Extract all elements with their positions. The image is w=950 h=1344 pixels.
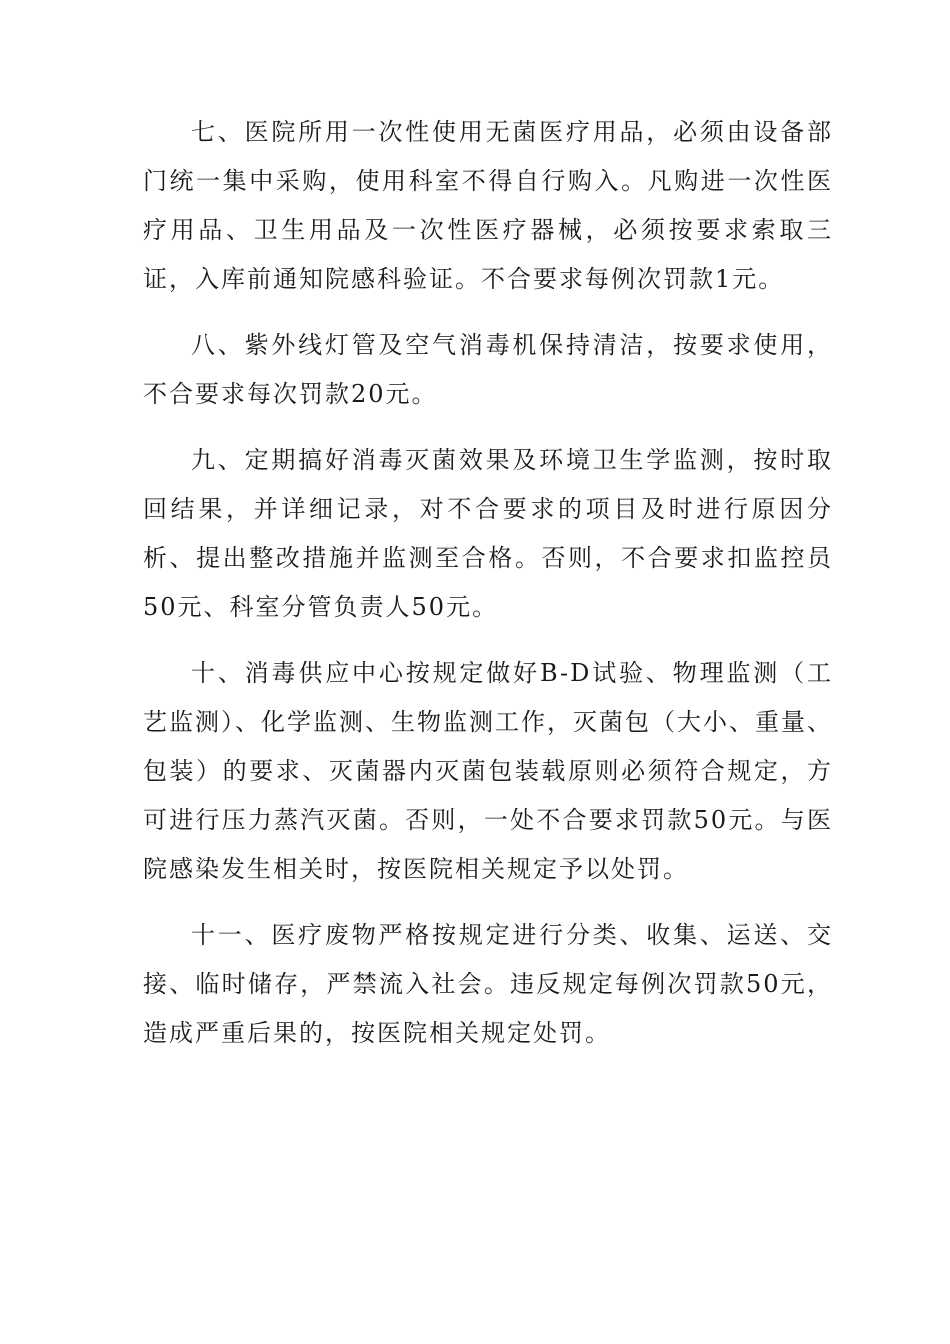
document-body: [143, 108, 833, 1075]
paragraph-item-10: 十、消毒供应中心按规定做好B-D试验、物理监测（工艺监测）、化学监测、生物监测工作，灭菌包（大小、重量、包装）的要求、灭菌器内灭菌包装载原则必须符合规定，方可进行压力蒸汽灭菌。否则，一处不合要求罚款50元。与医院感染发生相关时，按医院相关规定予以处罚。: [143, 659, 833, 883]
paragraph-item-9: 九、定期搞好消毒灭菌效果及环境卫生学监测，按时取回结果，并详细记录，对不合要求的项目及时进行原因分析、提出整改措施并监测至合格。否则，不合要求扣监控员50元、科室分管负责人50元。: [143, 446, 833, 621]
paragraph-item-8: 八、紫外线灯管及空气消毒机保持清洁，按要求使用，不合要求每次罚款20元。: [143, 331, 833, 408]
paragraph-item-11: 十一、医疗废物严格按规定进行分类、收集、运送、交接、临时储存，严禁流入社会。违反规定每例次罚款50元，造成严重后果的，按医院相关规定处罚。: [143, 921, 833, 1047]
paragraph-item-7: 七、医院所用一次性使用无菌医疗用品，必须由设备部门统一集中采购，使用科室不得自行购入。凡购进一次性医疗用品、卫生用品及一次性医疗器械，必须按要求索取三证，入库前通知院感科验证。不合要求每例次罚款1元。: [143, 118, 833, 293]
